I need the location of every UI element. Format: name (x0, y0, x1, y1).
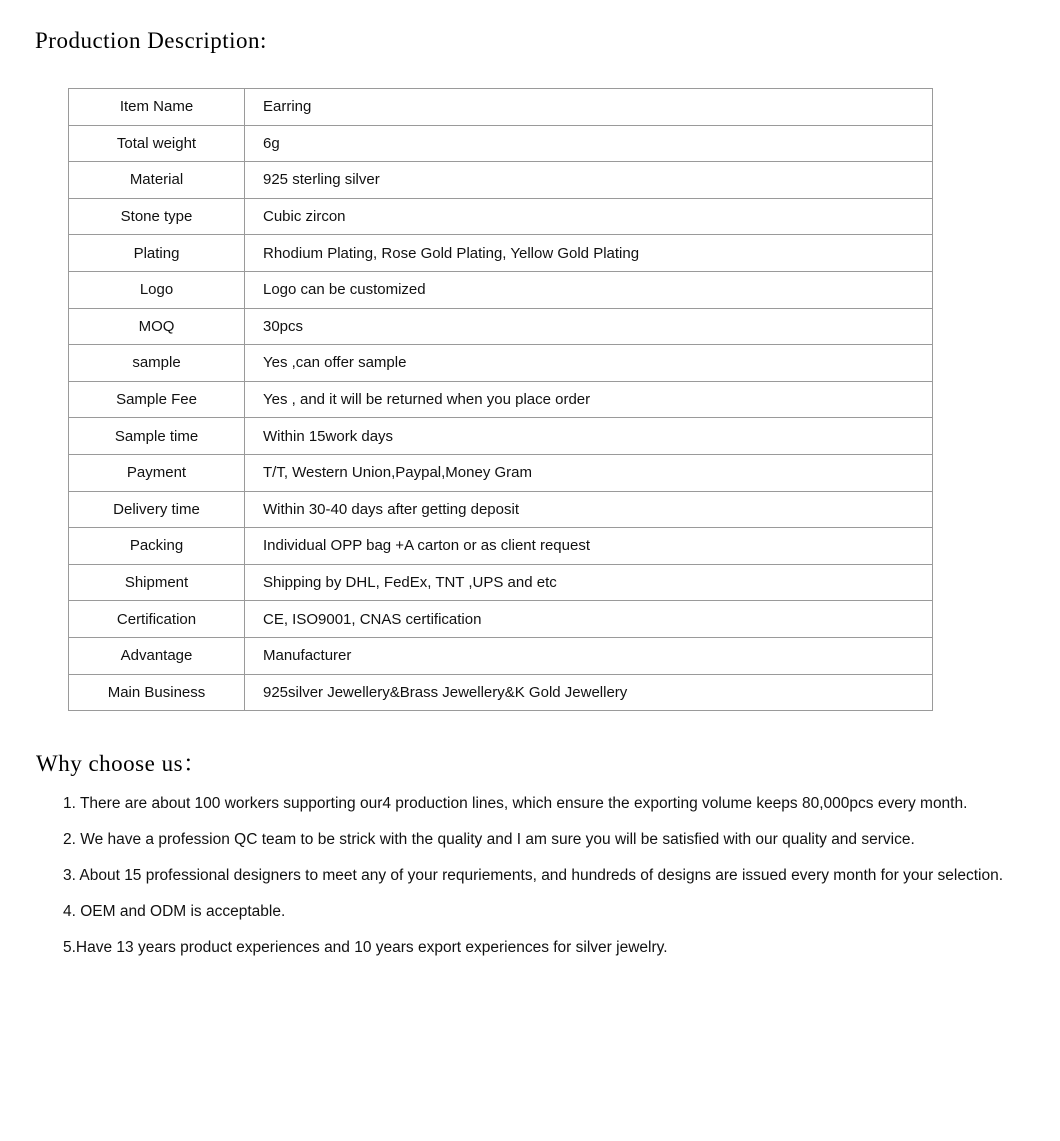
table-row (69, 125, 933, 162)
spec-label-cell: Payment (69, 454, 245, 491)
spec-label-cell: Sample Fee (69, 381, 245, 418)
spec-value-cell: CE, ISO9001, CNAS certification (245, 601, 933, 638)
table-row (69, 418, 933, 455)
spec-label-cell: Plating (69, 235, 245, 272)
spec-label-cell: sample (69, 345, 245, 382)
spec-value-cell: Yes , and it will be returned when you place order (245, 381, 933, 418)
spec-value-cell: Manufacturer (245, 637, 933, 674)
spec-label-cell: MOQ (69, 308, 245, 345)
spec-label-cell: Packing (69, 528, 245, 565)
product-specification-table (68, 88, 933, 711)
spec-label-cell: Stone type (69, 198, 245, 235)
list-item: 3. About 15 professional designers to meet any of your requriements, and hundreds of designs are issued every month for your selection. (63, 867, 1004, 884)
spec-label-cell: Total weight (69, 125, 245, 162)
spec-value-cell: 30pcs (245, 308, 933, 345)
table-row (69, 564, 933, 601)
table-row (69, 491, 933, 528)
spec-value-cell: Logo can be customized (245, 271, 933, 308)
spec-label-cell: Item Name (69, 89, 245, 126)
spec-value-cell: Yes ,can offer sample (245, 345, 933, 382)
spec-value-cell: Individual OPP bag +A carton or as client request (245, 528, 933, 565)
spec-label-cell: Material (69, 162, 245, 199)
production-description-title: Production Description: (35, 28, 267, 53)
table-row (69, 454, 933, 491)
spec-label-cell: Certification (69, 601, 245, 638)
spec-value-cell: Within 30-40 days after getting deposit (245, 491, 933, 528)
table-row (69, 381, 933, 418)
spec-value-cell: Rhodium Plating, Rose Gold Plating, Yellow Gold Plating (245, 235, 933, 272)
spec-label-cell: Shipment (69, 564, 245, 601)
spec-label-cell: Sample time (69, 418, 245, 455)
list-item: 5.Have 13 years product experiences and 10 years export experiences for silver jewelry. (63, 939, 668, 956)
list-item: 1. There are about 100 workers supporting our4 production lines, which ensure the exporting volume keeps 80,000pcs every month. (63, 795, 968, 812)
spec-value-cell: 6g (245, 125, 933, 162)
why-choose-us-list (63, 786, 1023, 966)
table-row (69, 674, 933, 711)
table-row (69, 637, 933, 674)
table-row (69, 162, 933, 199)
table-row (69, 308, 933, 345)
spec-value-cell: Shipping by DHL, FedEx, TNT ,UPS and etc (245, 564, 933, 601)
table-row (69, 235, 933, 272)
list-item: 4. OEM and ODM is acceptable. (63, 903, 286, 920)
spec-label-cell: Main Business (69, 674, 245, 711)
spec-label-cell: Advantage (69, 637, 245, 674)
table-row (69, 528, 933, 565)
table-row (69, 271, 933, 308)
spec-value-cell: Cubic zircon (245, 198, 933, 235)
spec-value-cell: 925 sterling silver (245, 162, 933, 199)
spec-value-cell: Earring (245, 89, 933, 126)
spec-label-cell: Logo (69, 271, 245, 308)
table-row (69, 601, 933, 638)
why-choose-us-title: Why choose us： (36, 751, 207, 776)
table-row (69, 198, 933, 235)
table-row (69, 89, 933, 126)
spec-value-cell: Within 15work days (245, 418, 933, 455)
list-item: 2. We have a profession QC team to be strick with the quality and I am sure you will be satisfied with our quality and service. (63, 831, 915, 848)
spec-label-cell: Delivery time (69, 491, 245, 528)
spec-value-cell: T/T, Western Union,Paypal,Money Gram (245, 454, 933, 491)
table-row (69, 345, 933, 382)
spec-value-cell: 925silver Jewellery&Brass Jewellery&K Gold Jewellery (245, 674, 933, 711)
